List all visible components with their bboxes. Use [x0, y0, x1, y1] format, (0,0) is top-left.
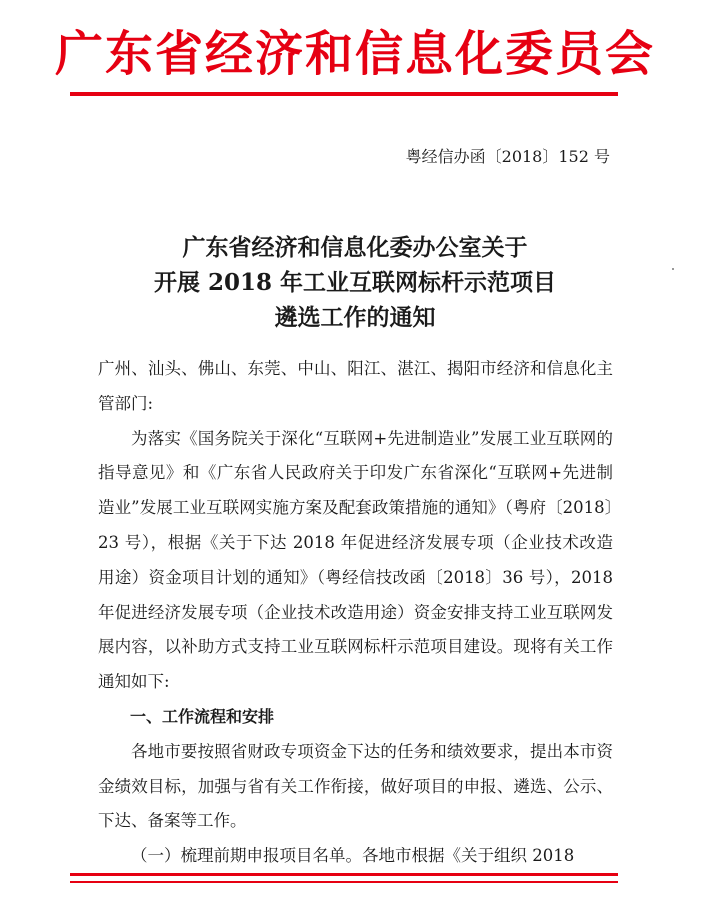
- title-line-2: 开展 2018 年工业互联网标杆示范项目: [153, 269, 557, 296]
- title-line-3: 遴选工作的通知: [274, 304, 436, 331]
- scan-speck: [672, 268, 674, 270]
- paragraph-1: 为落实《国务院关于深化“互联网+先进制造业”发展工业互联网的指导意见》和《广东省人民政府关于印发广东省深化“互联网+先进制造业”发展工业互联网实施方案及配套政策措施的通知》（粤府〔2018〕23 号），根据《关于下达 2018 年促进经济发展专项（企业技术改造用途）资金项目计划的通知》（粤经信技改函〔2018〕36 号），2018 年促进经济发展专项（企业技术改造用途）资金安排支持工业互联网发展内容，以补助方式支持工业互联网标杆示范项目建设。现将有关工作通知如下:: [98, 428, 613, 692]
- masthead-title: 广东省经济和信息化委员会: [54, 26, 655, 82]
- title-line-1: 广东省经济和信息化委办公室关于: [182, 234, 528, 261]
- paragraph-2: 各地市要按照省财政专项资金下达的任务和绩效要求，提出本市资金绩效目标，加强与省有关工作衔接，做好项目的申报、遴选、公示、下达、备案等工作。: [98, 741, 613, 831]
- document-body: [98, 352, 613, 874]
- footer-red-rule-thin: [70, 881, 618, 883]
- addressee: 广州、汕头、佛山、东莞、中山、阳江、湛江、揭阳市经济和信息化主管部门:: [98, 359, 613, 413]
- masthead-red-rule: [70, 92, 618, 96]
- document-title: [60, 230, 650, 335]
- document-number: 粤经信办函〔2018〕152 号: [405, 147, 610, 166]
- section-heading-1: 一、工作流程和安排: [130, 706, 275, 726]
- paragraph-3: （一）梳理前期申报项目名单。各地市根据《关于组织 2018: [131, 846, 575, 866]
- footer-red-rule-thick: [70, 873, 618, 876]
